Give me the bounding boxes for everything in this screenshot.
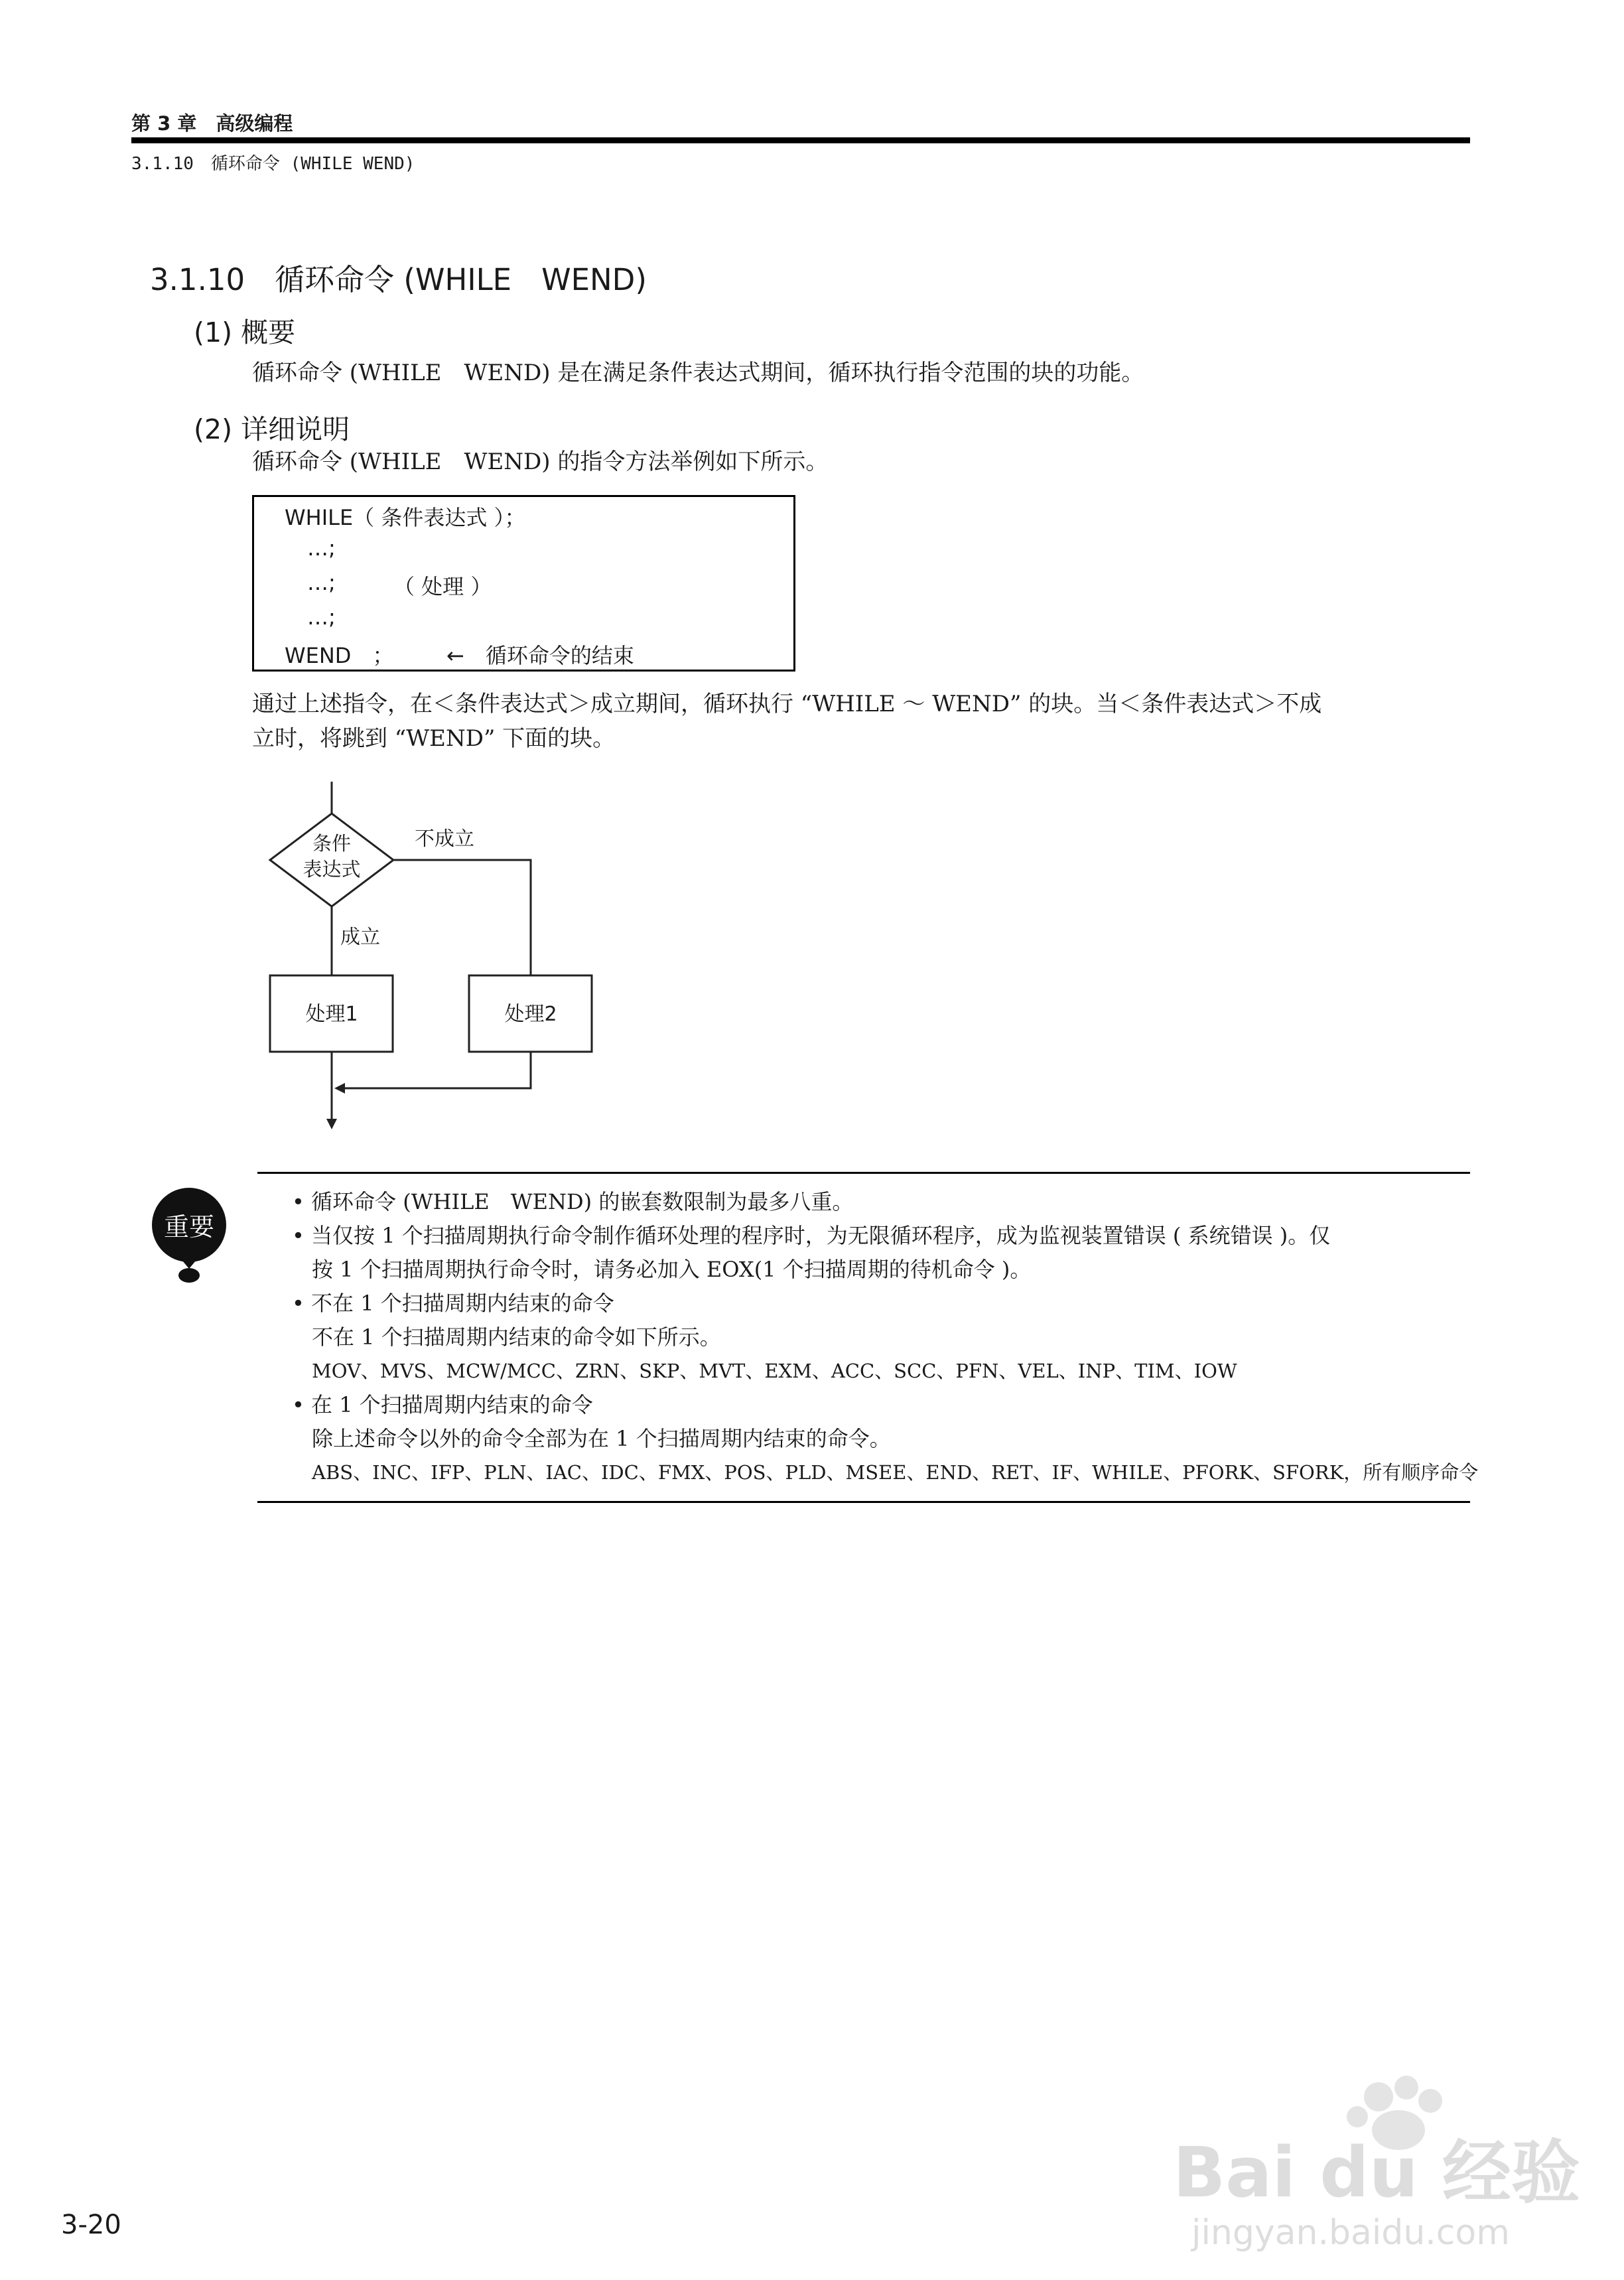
page-number: 3-20 [61, 2210, 121, 2240]
chapter-header: 第 3 章 高级编程 [131, 112, 293, 135]
overview-text: 循环命令 (WHILE WEND) 是在满足条件表达式期间，循环执行指令范围的块的功能。 [252, 360, 1144, 386]
process1-label: 处理1 [305, 1003, 358, 1026]
watermark-brand: Bai du 经验 [1173, 2132, 1580, 2213]
important-badge-label: 重要 [163, 1212, 215, 1242]
note-single-scan-desc: 除上述命令以外的命令全部为在 1 个扫描周期内结束的命令。 [312, 1426, 891, 1451]
note-bullet-nesting: • 循环命令 (WHILE WEND) 的嵌套数限制为最多八重。 [292, 1189, 854, 1214]
code-line-wend: WEND ； [285, 643, 394, 668]
exit-arrow [326, 1119, 337, 1129]
code-line-while: WHILE（ 条件表达式 ）； [285, 505, 526, 530]
note-top-rule [257, 1172, 1470, 1174]
note-bullet-single-scan: • 在 1 个扫描周期内结束的命令 [292, 1392, 593, 1417]
merge-line [344, 1052, 531, 1088]
section-title: 3.1.10 循环命令 (WHILE WEND) [150, 262, 647, 297]
code-line-ellipsis-1: …; [307, 535, 336, 561]
note-multi-scan-list: MOV、MVS、MCW/MCC、ZRN、SKP、MVT、EXM、ACC、SCC、PFN、VEL、INP、TIM、IOW [312, 1360, 1237, 1382]
code-line-process: （ 处理 ） [393, 574, 492, 599]
detail-heading: (2) 详细说明 [194, 413, 350, 445]
note-bullet-infinite-loop-2: 按 1 个扫描周期执行命令时，请务必加入 EOX(1 个扫描周期的待机命令 )。 [312, 1257, 1032, 1282]
explanation-line-2: 立时，将跳到 “WEND” 下面的块。 [252, 725, 616, 752]
explanation-line-1: 通过上述指令，在＜条件表达式＞成立期间，循环执行 “WHILE ～ WEND” 的块。当＜条件表达式＞不成 [252, 691, 1322, 717]
note-bullet-multi-scan: • 不在 1 个扫描周期内结束的命令 [292, 1291, 614, 1316]
code-line-ellipsis-3: …; [307, 605, 336, 630]
flowchart [252, 776, 624, 1148]
note-single-scan-list: ABS、INC、IFP、PLN、IAC、IDC、FMX、POS、PLD、MSEE、END、RET、IF、WHILE、PFORK、SFORK，所有顺序命令 [312, 1461, 1479, 1484]
process2-label: 处理2 [504, 1003, 557, 1026]
detail-text: 循环命令 (WHILE WEND) 的指令方法举例如下所示。 [252, 449, 829, 475]
note-bullet-infinite-loop-1: • 当仅按 1 个扫描周期执行命令制作循环处理的程序时，为无限循环程序，成为监视装置错误 ( 系统错误 )。仅 [292, 1223, 1331, 1248]
note-multi-scan-desc: 不在 1 个扫描周期内结束的命令如下所示。 [312, 1324, 721, 1350]
section-header: 3.1.10 循环命令 (WHILE WEND) [131, 154, 415, 174]
condition-label-1: 条件 [312, 832, 352, 855]
important-badge-icon [150, 1188, 228, 1285]
header-rule [131, 137, 1470, 143]
code-example-box [252, 495, 795, 672]
condition-label-2: 表达式 [303, 858, 361, 881]
false-label: 不成立 [415, 827, 474, 851]
true-label: 成立 [340, 926, 380, 949]
merge-arrow [334, 1083, 345, 1094]
note-bottom-rule [257, 1501, 1470, 1503]
code-line-ellipsis-2: …; [307, 570, 336, 595]
watermark-url: jingyan.baidu.com [1191, 2213, 1510, 2253]
code-line-end-comment: ← 循环命令的结束 [446, 643, 634, 668]
baidu-watermark-logo [1160, 2070, 1597, 2263]
false-branch-line [393, 860, 531, 975]
overview-heading: (1) 概要 [194, 317, 296, 348]
